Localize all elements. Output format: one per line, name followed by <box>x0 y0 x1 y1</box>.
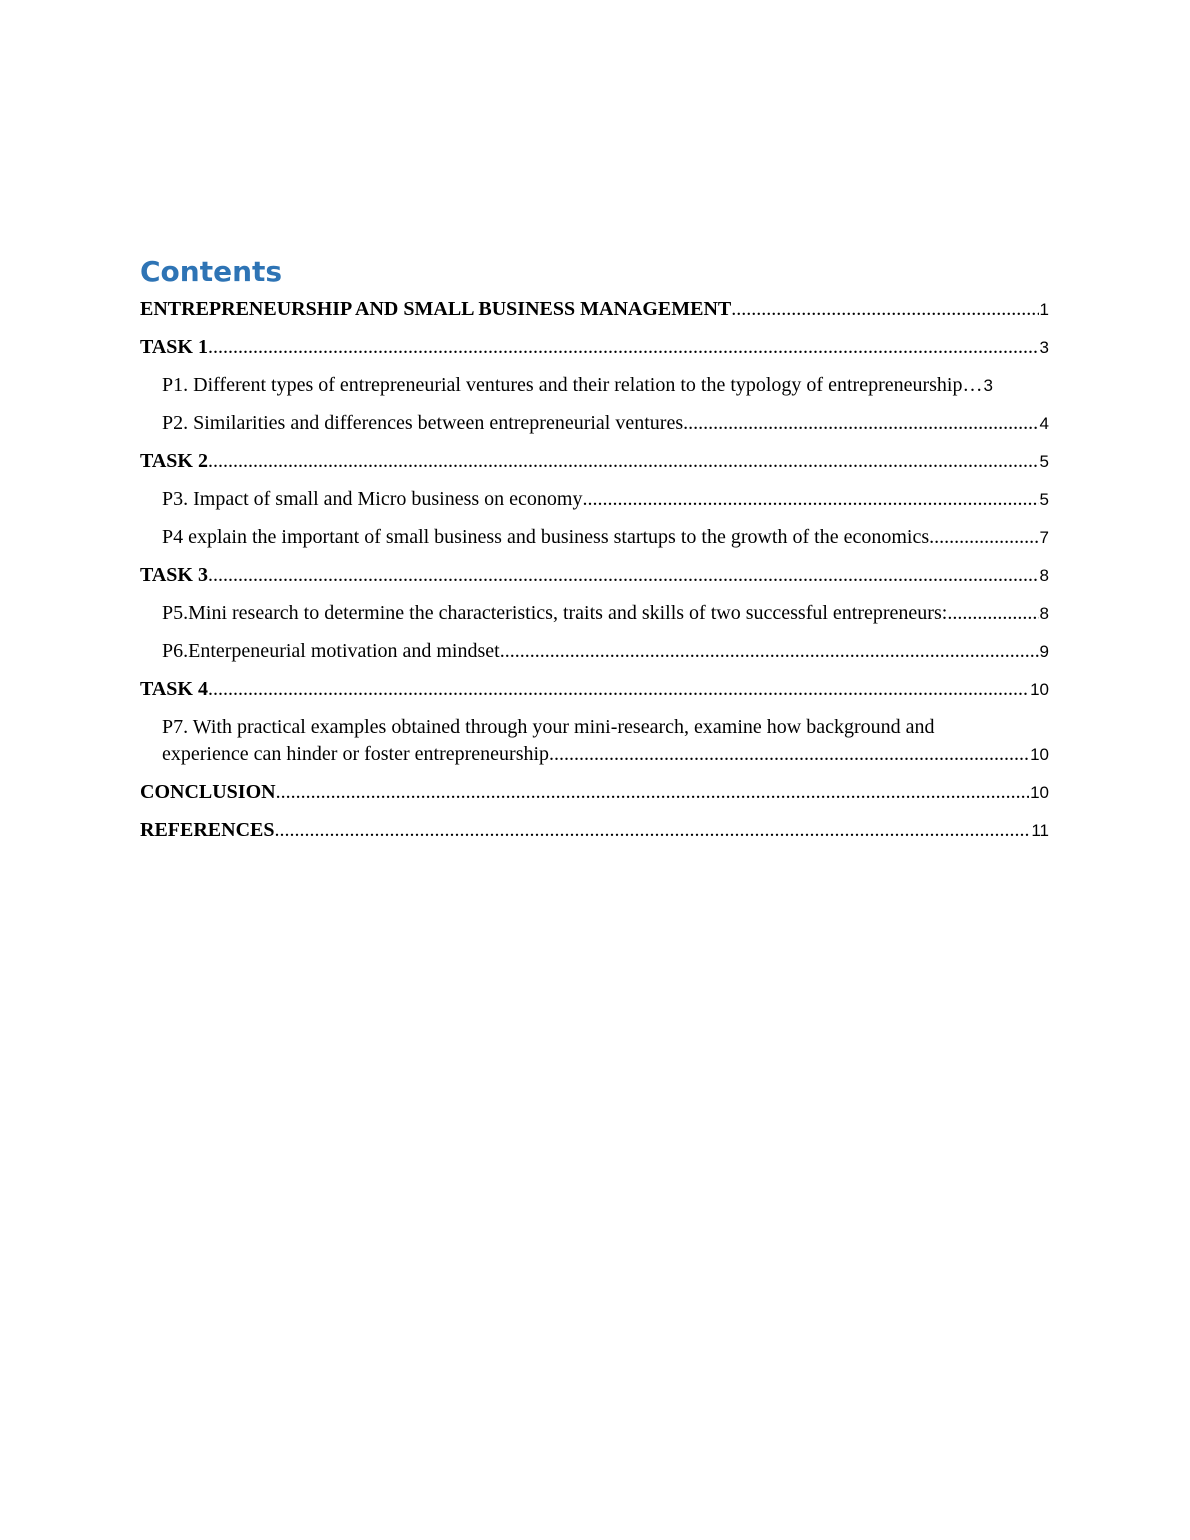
toc-entry[interactable] <box>140 296 1049 323</box>
toc-entry-label: TASK 3 <box>140 564 208 586</box>
toc-entry-label: P1. Different types of entrepreneurial ventures and their relation to the typology of entrepreneurship… <box>162 374 983 396</box>
toc-leader <box>208 676 1029 703</box>
toc-entry[interactable] <box>140 486 1049 513</box>
toc-entry-label: CONCLUSION <box>140 781 276 803</box>
table-of-contents <box>140 252 1049 855</box>
toc-entry[interactable] <box>140 600 1049 627</box>
toc-entry[interactable] <box>140 817 1049 844</box>
toc-page-number: 11 <box>1031 821 1049 840</box>
toc-entry[interactable] <box>140 448 1049 475</box>
toc-page-number: 3 <box>1039 338 1049 357</box>
toc-entry-label: P7. With practical examples obtained through your mini-research, examine how background and <box>162 716 935 738</box>
toc-page-number: 8 <box>1039 604 1049 623</box>
toc-page-number: 5 <box>1039 452 1049 471</box>
toc-page-number: 9 <box>1039 642 1049 661</box>
toc-entry-label: P5.Mini research to determine the characteristics, traits and skills of two successful entrepreneurs: <box>162 602 948 624</box>
toc-page-number: 8 <box>1039 566 1049 585</box>
toc-entry[interactable] <box>140 372 1049 399</box>
toc-leader <box>208 334 1039 361</box>
toc-leader <box>208 562 1039 589</box>
toc-leader <box>934 524 1038 551</box>
toc-leader <box>208 448 1039 475</box>
toc-entry-label: P2. Similarities and differences between entrepreneurial ventures <box>162 412 684 434</box>
toc-entry-label: TASK 2 <box>140 450 208 472</box>
toc-entry[interactable] <box>140 524 1049 551</box>
toc-entry-continuation <box>162 741 1049 768</box>
toc-entry[interactable] <box>140 779 1049 806</box>
toc-page-number: 5 <box>1039 490 1049 509</box>
toc-entry[interactable] <box>140 562 1049 589</box>
toc-leader <box>554 741 1029 768</box>
toc-entry-label: ENTREPRENEURSHIP AND SMALL BUSINESS MANAGEMENT <box>140 298 732 320</box>
toc-leader <box>731 296 1038 323</box>
toc-page-number: 10 <box>1030 783 1049 802</box>
toc-entry-label: TASK 1 <box>140 336 208 358</box>
toc-entry-label: P6.Enterpeneurial motivation and mindset <box>162 640 500 662</box>
toc-leader <box>683 410 1038 437</box>
toc-leader <box>276 779 1030 806</box>
toc-entry[interactable] <box>140 714 1049 768</box>
toc-entry-label: P4 explain the important of small business and business startups to the growth of the economics. <box>162 526 935 548</box>
toc-entry[interactable] <box>140 676 1049 703</box>
toc-title: Contents <box>140 255 283 288</box>
toc-entry-label: P3. Impact of small and Micro business on economy <box>162 488 583 510</box>
toc-page-number: 4 <box>1039 414 1049 433</box>
toc-leader <box>500 638 1039 665</box>
toc-page-number: 10 <box>1030 745 1049 764</box>
toc-entry-label: TASK 4 <box>140 678 208 700</box>
toc-entry[interactable] <box>140 334 1049 361</box>
toc-leader <box>947 600 1038 627</box>
toc-page-number: 3 <box>983 376 993 395</box>
toc-leader <box>583 486 1039 513</box>
toc-leader <box>274 817 1030 844</box>
toc-entry[interactable] <box>140 410 1049 437</box>
toc-page-number: 7 <box>1039 528 1049 547</box>
toc-page-number: 1 <box>1039 300 1049 319</box>
toc-entry-label-continued: experience can hinder or foster entrepreneurship. <box>162 743 555 765</box>
toc-entry-label: REFERENCES <box>140 819 275 841</box>
toc-entry[interactable] <box>140 638 1049 665</box>
toc-page-number: 10 <box>1030 680 1049 699</box>
